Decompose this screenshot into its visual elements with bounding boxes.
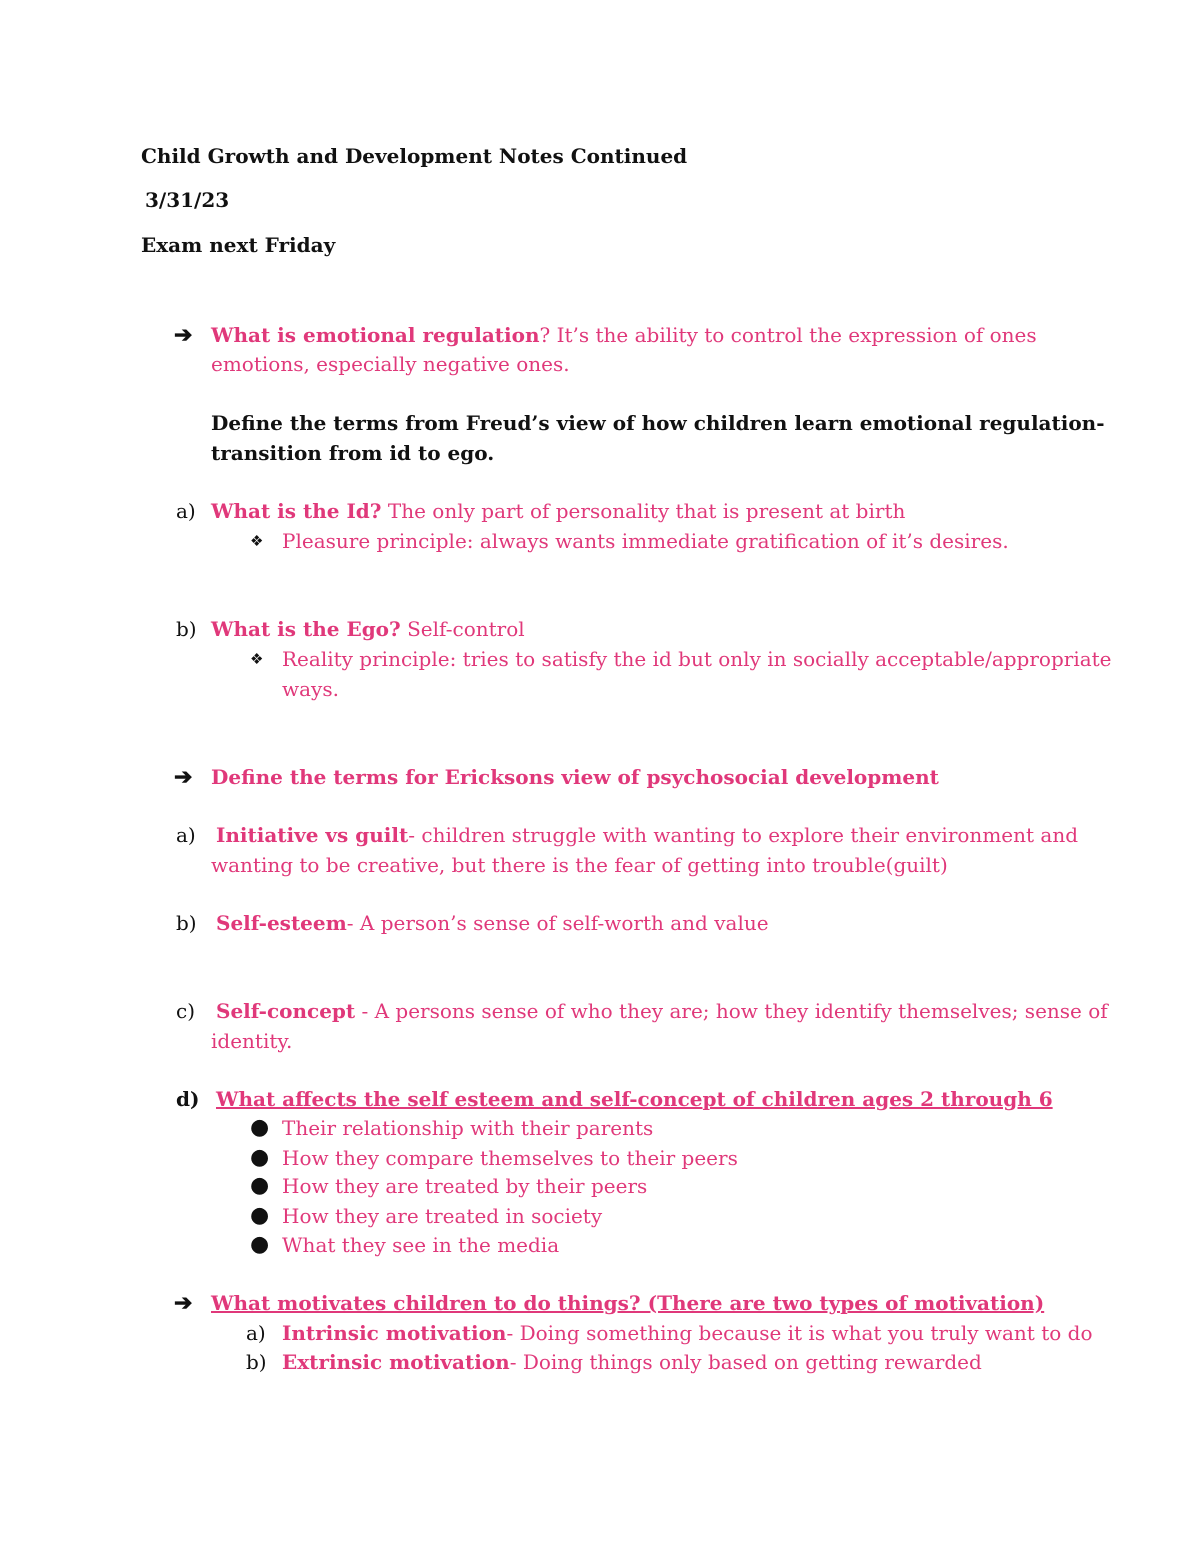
erikson-heading: Define the terms for Ericksons view of psychosocial development xyxy=(211,765,939,789)
reality-principle-cont: ways. xyxy=(282,677,339,701)
exam-note: Exam next Friday xyxy=(141,233,336,257)
intrinsic-definition: - Doing something because it is what you truly want to do xyxy=(506,1321,1093,1345)
self-concept-definition: - A persons sense of who they are; how they identify themselves; sense of xyxy=(355,999,1108,1023)
factor-item: How they are treated by their peers xyxy=(282,1174,648,1198)
ego-definition: Self-control xyxy=(400,617,525,641)
intrinsic-item xyxy=(282,1318,1092,1348)
reality-principle: Reality principle: tries to satisfy the id but only in socially acceptable/appropriate xyxy=(282,647,1112,671)
bullet-dot-icon: ● xyxy=(250,1232,270,1257)
bullet-dot-icon: ● xyxy=(250,1203,270,1228)
initiative-definition-cont: wanting to be creative, but there is the fear of getting into trouble(guilt) xyxy=(211,853,948,877)
ego-item xyxy=(211,614,525,644)
list-letter-b: b) xyxy=(176,911,197,935)
id-item xyxy=(211,496,905,526)
emotional-regulation-term: What is emotional regulation xyxy=(211,323,540,347)
arrow-icon: ➔ xyxy=(174,1290,193,1316)
arrow-icon: ➔ xyxy=(174,322,193,348)
freud-heading-line-2: transition from id to ego. xyxy=(211,441,495,465)
list-letter-a: a) xyxy=(246,1321,266,1345)
emotional-regulation-text: ? It’s the ability to control the expression of ones xyxy=(539,323,1037,347)
initiative-item xyxy=(216,820,1078,850)
motivation-heading: What motivates children to do things? (There are two types of motivation) xyxy=(211,1291,1045,1315)
extrinsic-definition: - Doing things only based on getting rewarded xyxy=(509,1350,982,1374)
diamond-bullet-icon: ❖ xyxy=(250,650,264,668)
initiative-definition: - children struggle with wanting to explore their environment and xyxy=(408,823,1078,847)
self-concept-item xyxy=(216,996,1108,1026)
extrinsic-item xyxy=(282,1347,982,1377)
extrinsic-term: Extrinsic motivation xyxy=(282,1350,510,1374)
self-esteem-definition: - A person’s sense of self-worth and value xyxy=(346,911,769,935)
bullet-dot-icon: ● xyxy=(250,1145,270,1170)
list-letter-b: b) xyxy=(176,617,197,641)
factor-item: How they are treated in society xyxy=(282,1204,603,1228)
emotional-regulation-text-cont: emotions, especially negative ones. xyxy=(211,352,570,376)
list-letter-b: b) xyxy=(246,1350,267,1374)
list-letter-d: d) xyxy=(176,1087,200,1111)
list-letter-c: c) xyxy=(176,999,196,1023)
arrow-icon: ➔ xyxy=(174,764,193,790)
self-esteem-factors-heading: What affects the self esteem and self-concept of children ages 2 through 6 xyxy=(216,1087,1053,1111)
intrinsic-term: Intrinsic motivation xyxy=(282,1321,507,1345)
date-line: 3/31/23 xyxy=(145,188,230,212)
list-letter-a: a) xyxy=(176,823,196,847)
self-esteem-term: Self-esteem xyxy=(216,911,347,935)
initiative-term: Initiative vs guilt xyxy=(216,823,409,847)
emotional-regulation-question xyxy=(211,320,1037,350)
pleasure-principle: Pleasure principle: always wants immediate gratification of it’s desires. xyxy=(282,529,1009,553)
factor-item: What they see in the media xyxy=(282,1233,560,1257)
id-definition: The only part of personality that is present at birth xyxy=(381,499,906,523)
self-esteem-item xyxy=(216,908,769,938)
self-concept-definition-cont: identity. xyxy=(211,1029,293,1053)
factor-item: How they compare themselves to their peers xyxy=(282,1146,738,1170)
diamond-bullet-icon: ❖ xyxy=(250,532,264,550)
bullet-dot-icon: ● xyxy=(250,1173,270,1198)
freud-heading-line-1: Define the terms from Freud’s view of how children learn emotional regulation- xyxy=(211,411,1105,435)
document-title: Child Growth and Development Notes Continued xyxy=(141,144,688,168)
id-term: What is the Id? xyxy=(211,499,382,523)
list-letter-a: a) xyxy=(176,499,196,523)
factor-item: Their relationship with their parents xyxy=(282,1116,654,1140)
ego-term: What is the Ego? xyxy=(211,617,401,641)
self-concept-term: Self-concept xyxy=(216,999,356,1023)
bullet-dot-icon: ● xyxy=(250,1115,270,1140)
